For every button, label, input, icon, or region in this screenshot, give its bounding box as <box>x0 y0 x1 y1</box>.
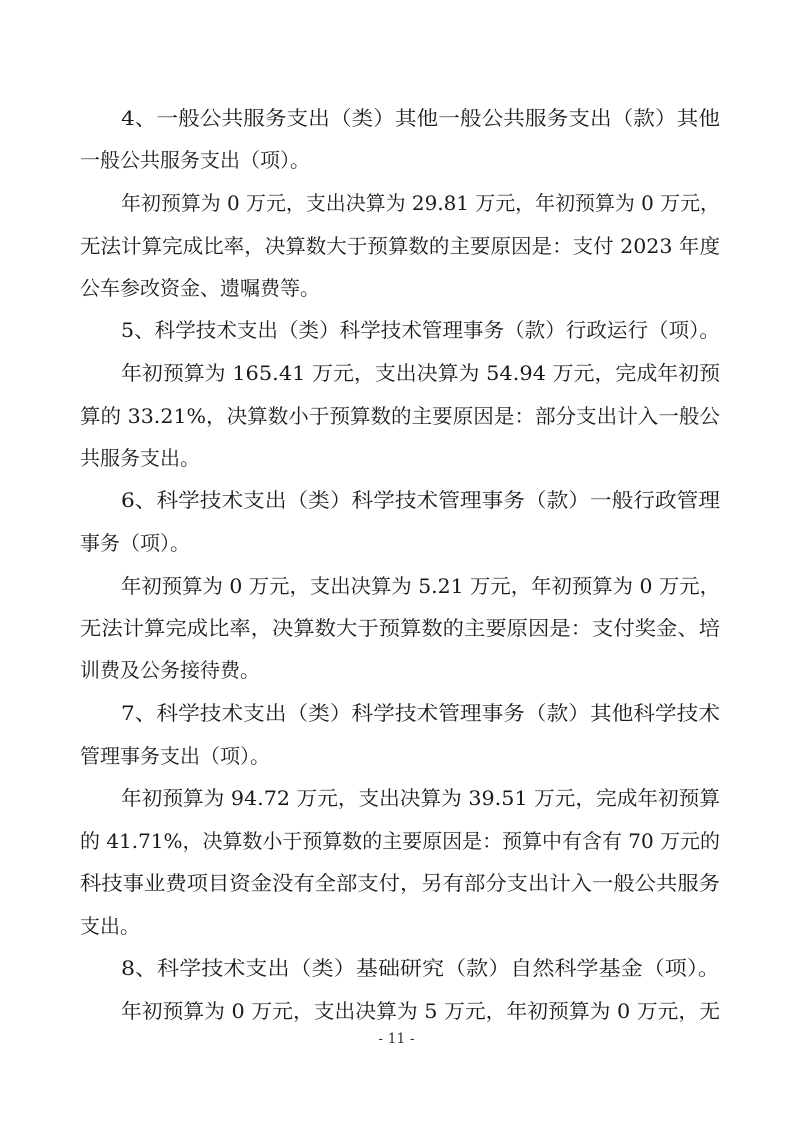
paragraph-line <box>0 658 793 682</box>
paragraph-line <box>0 276 793 300</box>
line-text: 4、一般公共服务支出（类）其他一般公共服务支出（款）其他 <box>121 106 720 130</box>
paragraph-line <box>0 956 793 980</box>
line-text: 管理事务支出（项）。 <box>80 744 270 768</box>
line-text: 无法计算完成比率，决算数大于预算数的主要原因是：支付 2023 年度 <box>80 234 720 258</box>
paragraph-line <box>0 404 793 428</box>
line-text: 年初预算为 0 万元，支出决算为 29.81 万元，年初预算为 0 万元， <box>121 191 720 215</box>
paragraph-line <box>0 531 793 555</box>
line-text: 7、科学技术支出（类）科学技术管理事务（款）其他科学技术 <box>121 701 720 725</box>
paragraph-line <box>0 914 793 938</box>
line-text: 年初预算为 0 万元，支出决算为 5 万元，年初预算为 0 万元，无 <box>121 999 720 1023</box>
line-text: 年初预算为 94.72 万元，支出决算为 39.51 万元，完成年初预算 <box>121 786 720 810</box>
paragraph-line <box>0 148 793 172</box>
paragraph-line <box>0 234 793 258</box>
paragraph-line <box>0 701 793 725</box>
line-text: 8、科学技术支出（类）基础研究（款）自然科学基金（项）。 <box>121 956 720 980</box>
paragraph-line <box>0 744 793 768</box>
line-text: 训费及公务接待费。 <box>80 658 260 682</box>
paragraph-line <box>0 361 793 385</box>
line-text: 算的 33.21%，决算数小于预算数的主要原因是：部分支出计入一般公 <box>80 404 720 428</box>
paragraph-line <box>0 318 793 342</box>
line-text: 科技事业费项目资金没有全部支付，另有部分支出计入一般公共服务 <box>80 871 721 895</box>
paragraph-line <box>0 106 793 130</box>
paragraph-line <box>0 574 793 598</box>
line-text: 事务（项）。 <box>80 531 190 555</box>
line-text: 年初预算为 0 万元，支出决算为 5.21 万元，年初预算为 0 万元， <box>121 574 720 598</box>
paragraph-line <box>0 871 793 895</box>
line-text: 一般公共服务支出（项）。 <box>80 148 310 172</box>
line-text: 无法计算完成比率，决算数大于预算数的主要原因是：支付奖金、培 <box>80 616 721 640</box>
line-text: 6、科学技术支出（类）科学技术管理事务（款）一般行政管理 <box>121 488 720 512</box>
paragraph-line <box>0 616 793 640</box>
line-text: 公车参改资金、遗嘱费等。 <box>80 276 320 300</box>
line-text: 的 41.71%，决算数小于预算数的主要原因是：预算中有含有 70 万元的 <box>80 829 720 853</box>
line-text: 年初预算为 165.41 万元，支出决算为 54.94 万元，完成年初预 <box>121 361 720 385</box>
paragraph-line <box>0 488 793 512</box>
paragraph-line <box>0 191 793 215</box>
line-text: 共服务支出。 <box>80 446 200 470</box>
paragraph-line <box>0 999 793 1023</box>
paragraph-line <box>0 829 793 853</box>
paragraph-line <box>0 786 793 810</box>
line-text: 5、科学技术支出（类）科学技术管理事务（款）行政运行（项）。 <box>121 318 720 342</box>
paragraph-line <box>0 446 793 470</box>
page-number: - 11 - <box>378 1031 415 1047</box>
line-text: 支出。 <box>80 914 140 938</box>
